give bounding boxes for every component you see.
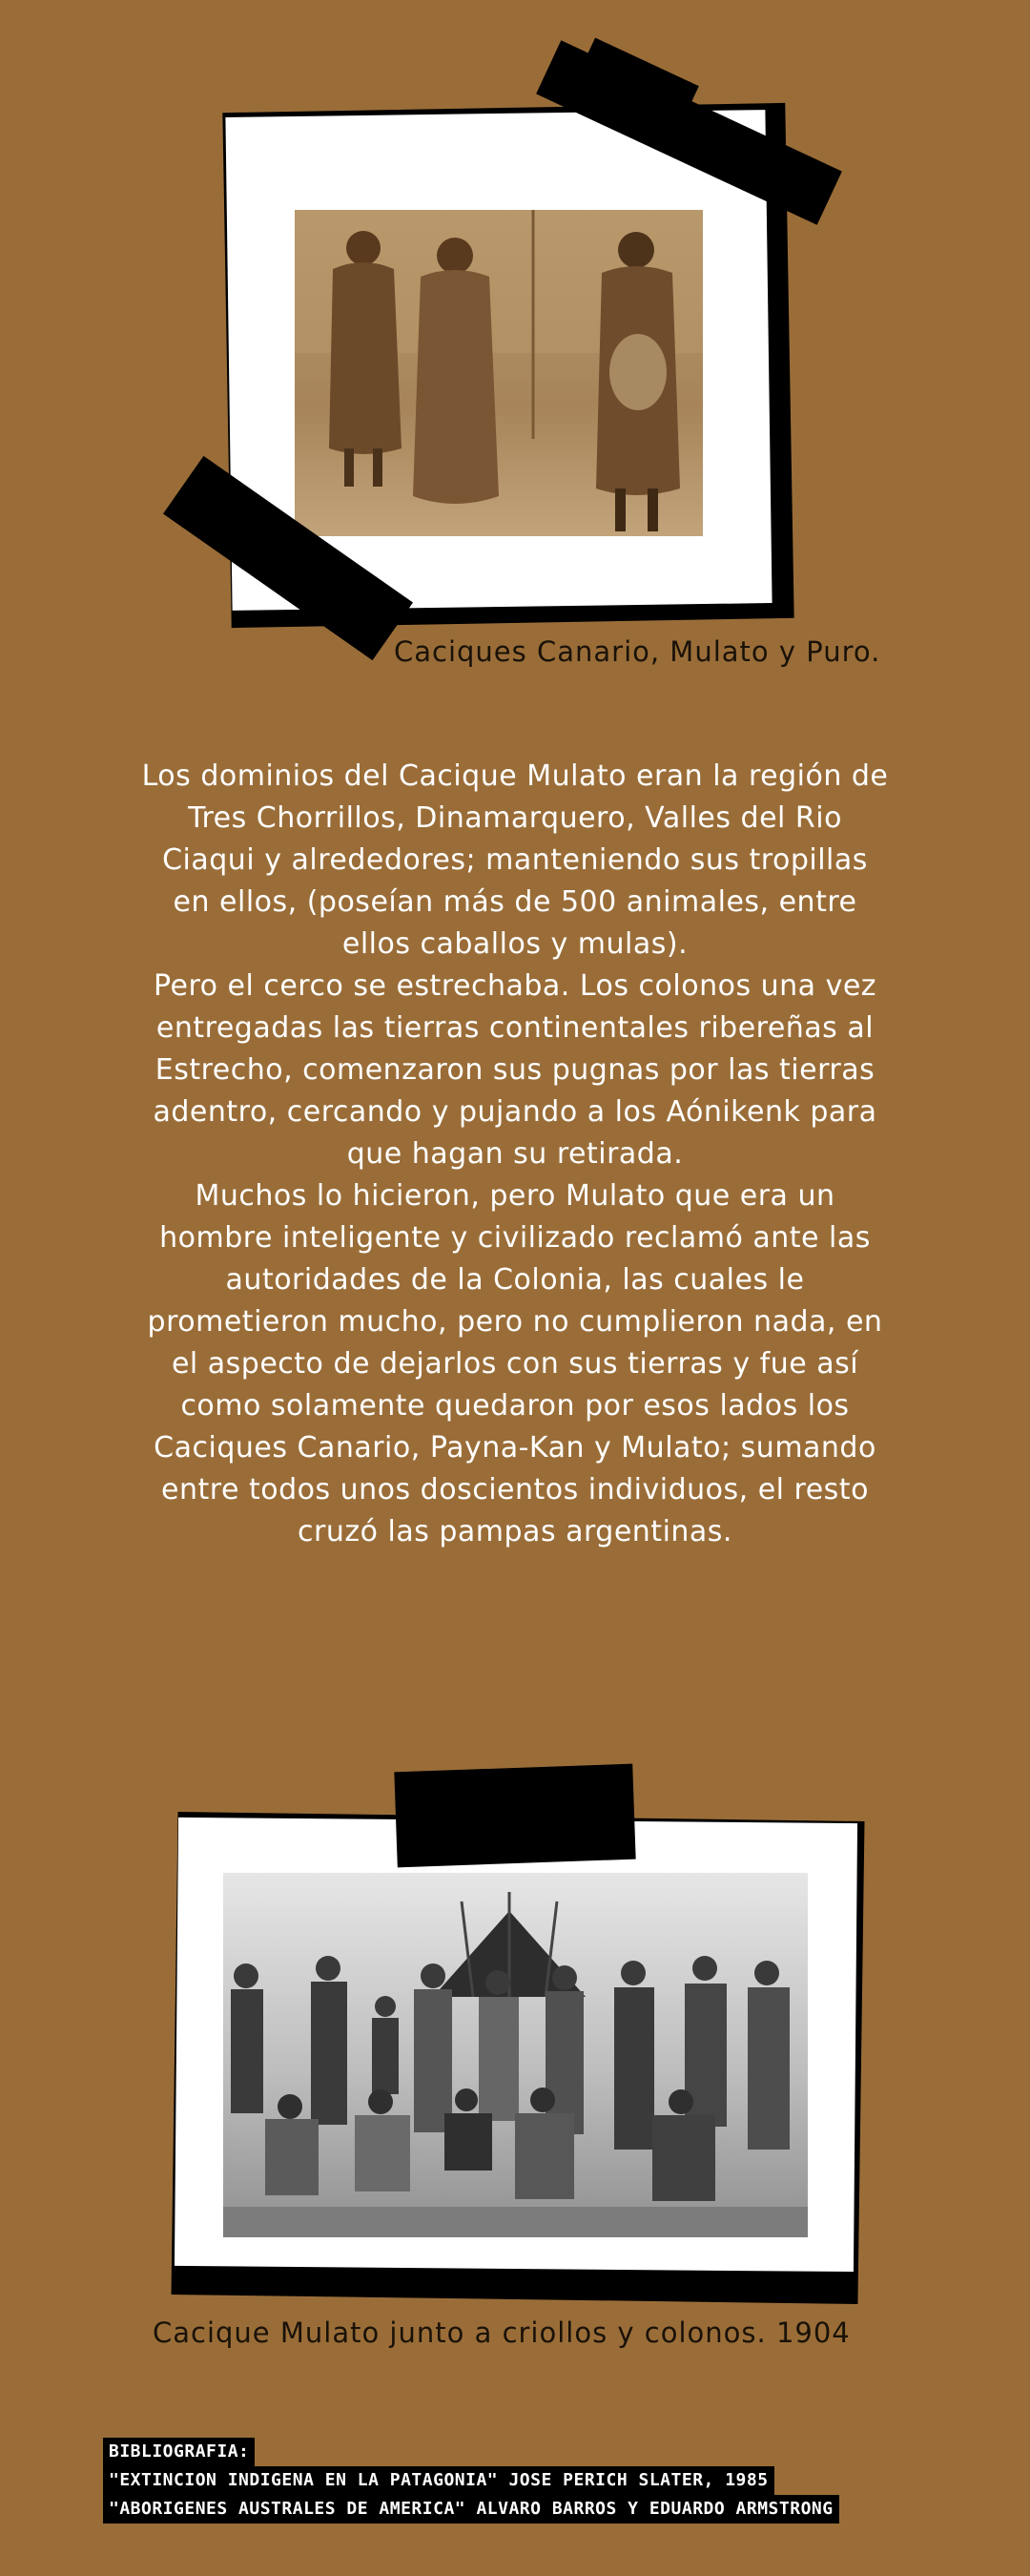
bibliography-entry-2: "ABORIGENES AUSTRALES DE AMERICA" ALVARO BARROS Y EDUARDO ARMSTRONG bbox=[103, 2495, 839, 2524]
photo1-image bbox=[295, 210, 703, 536]
figure-right bbox=[596, 232, 680, 531]
body-text bbox=[141, 756, 889, 1553]
paragraph-2: Pero el cerco se estrechaba. Los colonos una vez entregadas las tierras continentales ribereñas al Estrecho, comenzaron sus pugnas por las tierras adentro, cercando y pujando a los Aónikenk para que hagan su retirada. bbox=[153, 969, 877, 1171]
photo2-tape-top bbox=[394, 1764, 635, 1868]
bibliography bbox=[103, 2438, 839, 2524]
photo2-image bbox=[223, 1873, 808, 2237]
photo2-caption: Cacique Mulato junto a criollos y colonos. 1904 bbox=[153, 2316, 851, 2349]
photo1-caption: Caciques Canario, Mulato y Puro. bbox=[394, 635, 881, 668]
paragraph-1: Los dominios del Cacique Mulato eran la región de Tres Chorrillos, Dinamarquero, Valles del Rio Ciaqui y alrededores; manteniendo sus tropillas en ellos, (poseían más de 500 animales, entre ellos caballos y mulas). bbox=[141, 759, 889, 961]
figure-middle bbox=[413, 238, 499, 504]
figure-left bbox=[329, 231, 402, 487]
bibliography-heading: BIBLIOGRAFIA: bbox=[103, 2438, 255, 2466]
bibliography-entry-1: "EXTINCION INDIGENA EN LA PATAGONIA" JOSE PERICH SLATER, 1985 bbox=[103, 2466, 774, 2495]
paragraph-3: Muchos lo hicieron, pero Mulato que era un hombre inteligente y civilizado reclamó ante las autoridades de la Colonia, las cuales le prometieron mucho, pero no cumplieron nada, en el aspecto de dejarlos con sus tierras y fue así como solamente quedaron por esos lados los Caciques Canario, Payna-Kan y Mulato; sumando entre todos unos doscientos individuos, el resto cruzó las pampas argentinas. bbox=[147, 1179, 883, 1548]
